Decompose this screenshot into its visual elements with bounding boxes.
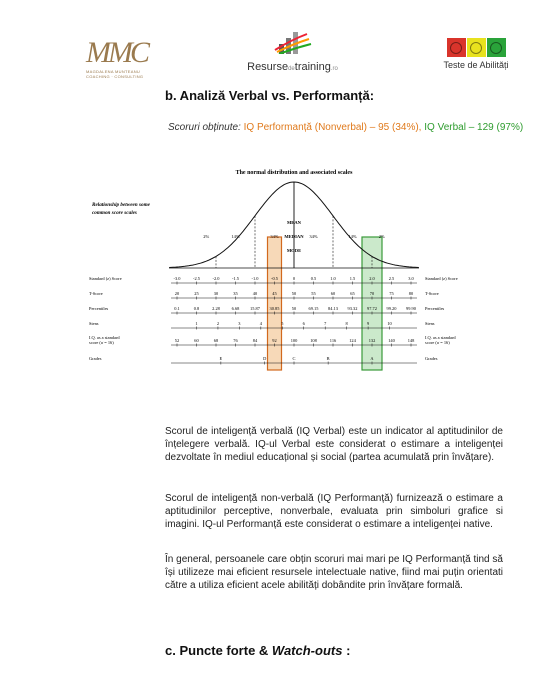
row-value: 0.8 — [193, 306, 200, 311]
normal-distribution-svg — [84, 164, 459, 374]
logo-name-suffix: training — [294, 61, 331, 73]
row-value: 30.85 — [269, 306, 280, 311]
row-value: B — [326, 356, 330, 361]
row-value: E — [219, 356, 223, 361]
row-value: 3.0 — [408, 276, 414, 281]
row-value: 52 — [174, 338, 180, 343]
mmc-logo-tagline: MAGDALENA MUNTEANU COACHING · CONSULTING — [86, 69, 144, 79]
row-value: 0.5 — [310, 276, 317, 281]
row-label: Percentiles — [89, 306, 109, 311]
row-value: 25 — [194, 291, 199, 296]
row-value: 40 — [252, 291, 258, 296]
row-value: 60 — [330, 291, 336, 296]
traffic-light-icons — [441, 38, 511, 57]
row-value: -1.5 — [232, 276, 239, 281]
row-value: 69.15 — [308, 306, 319, 311]
row-value: 148 — [407, 338, 415, 343]
teste-abilitati-label: Teste de Abilități — [443, 60, 509, 70]
row-label: Standard (z) Score — [89, 276, 122, 281]
row-value: C — [292, 356, 296, 361]
row-value: 140 — [388, 338, 395, 343]
row-value: 92 — [272, 338, 277, 343]
row-label: T-Score — [89, 291, 103, 296]
row-value: 35 — [233, 291, 238, 296]
figure-title: The normal distribution and associated scales — [235, 170, 353, 176]
row-value: 99.20 — [386, 306, 397, 311]
row-label: Stens — [89, 321, 99, 326]
rating-dot-icon — [447, 38, 466, 57]
row-right-label: I.Q. as a standard score (σ = 16) — [425, 335, 456, 345]
percent-label: 34% — [270, 234, 279, 239]
center-label-mode: MODE — [286, 248, 302, 253]
figure-side-note-1: Relationship between some — [92, 202, 150, 208]
row-value: 93.32 — [347, 306, 358, 311]
figure-side-note-2: common score scales — [92, 210, 137, 216]
row-value: -0.5 — [271, 276, 278, 281]
row-value: 99.90 — [406, 306, 416, 311]
row-value: 10 — [387, 321, 392, 326]
section-c-title — [165, 643, 350, 658]
performance-highlight-box — [268, 237, 282, 370]
row-value: -2.5 — [193, 276, 200, 281]
mmc-logo-mark: MMC — [86, 36, 147, 69]
row-value: 2.0 — [369, 276, 375, 281]
row-value: 30 — [213, 291, 219, 296]
row-value: D — [263, 356, 267, 361]
row-value: 50 — [291, 306, 297, 311]
section-b-title: b. Analiză Verbal vs. Performanță: — [165, 88, 375, 103]
row-value: 7 — [324, 321, 327, 326]
resurse-training-logo — [245, 30, 340, 75]
row-value: 1.5 — [349, 276, 356, 281]
dot-ring-icon — [450, 42, 462, 54]
row-value: 2.5 — [388, 276, 395, 281]
row-right-label: Percentiles — [425, 306, 445, 311]
row-value: 9 — [366, 321, 370, 326]
row-value: 3 — [238, 321, 241, 326]
row-value: 75 — [389, 291, 394, 296]
section-c-title-italic: Watch-outs — [271, 643, 343, 658]
logo-name-prefix: Resurse — [247, 61, 289, 73]
center-label-mean: MEAN — [286, 220, 302, 225]
row-value: 6.68 — [231, 306, 240, 311]
row-value: 76 — [233, 338, 238, 343]
rating-dot-icon — [487, 38, 506, 57]
percent-label: 2% — [378, 234, 385, 239]
row-value: 124 — [349, 338, 356, 343]
logo-tld: .ro — [330, 66, 338, 72]
row-value: 20 — [174, 291, 180, 296]
row-value: 97.72 — [367, 306, 377, 311]
row-label: I.Q. as a standard score (σ = 16) — [89, 335, 120, 345]
percent-label: 14% — [231, 234, 240, 239]
row-value: -3.0 — [173, 276, 181, 281]
row-value: 68 — [213, 338, 219, 343]
row-value: 60 — [194, 338, 199, 343]
row-value: 0 — [292, 276, 296, 281]
row-right-label: Stens — [425, 321, 435, 326]
row-value: 15.87 — [250, 306, 260, 311]
row-right-label: T-Score — [425, 291, 439, 296]
row-value: 5 — [281, 321, 284, 326]
row-value: 50 — [291, 291, 297, 296]
row-value: 4 — [259, 321, 262, 326]
row-value: 108 — [310, 338, 317, 343]
dot-ring-icon — [490, 42, 502, 54]
row-value: 84 — [252, 338, 258, 343]
row-value: 2.28 — [212, 306, 220, 311]
scores-line — [168, 122, 523, 133]
row-value: 70 — [369, 291, 375, 296]
row-value: -2.0 — [212, 276, 220, 281]
row-value: 84.13 — [328, 306, 338, 311]
normal-distribution-figure — [84, 164, 459, 374]
row-value: 1.0 — [330, 276, 336, 281]
scores-label: Scoruri obținute: — [168, 122, 241, 133]
rating-dot-icon — [467, 38, 486, 57]
row-value: 116 — [329, 338, 337, 343]
logo-name-small: de — [288, 66, 295, 72]
paragraph-nonverbal-iq: Scorul de inteligență non-verbală (IQ Performanță) furnizează o estimare a aptitudinilor perceptive, nonverbale, evaluata prin simboluri grafice si imagini. IQ-ul Performanță este considerat o estimare a inteligenței native. — [165, 493, 503, 530]
row-right-label: Grades — [425, 356, 438, 361]
score-performance: IQ Performanță (Nonverbal) – 95 (34%), — [243, 122, 422, 133]
percent-label: 14% — [348, 234, 357, 239]
row-value: 0.1 — [174, 306, 180, 311]
row-value: 100 — [290, 338, 298, 343]
row-value: A — [370, 356, 374, 361]
row-value: 45 — [272, 291, 277, 296]
teste-abilitati-logo — [441, 38, 511, 70]
bar-chart-logo-icon — [273, 30, 313, 54]
row-value: 6 — [302, 321, 305, 326]
row-value: 65 — [350, 291, 355, 296]
center-label-median: MEDIAN — [284, 234, 304, 239]
row-value: 55 — [311, 291, 316, 296]
row-value: 1 — [195, 321, 198, 326]
dot-ring-icon — [470, 42, 482, 54]
row-label: Grades — [89, 356, 102, 361]
percent-label: 2% — [203, 234, 210, 239]
paragraph-verbal-iq: Scorul de inteligență verbală (IQ Verbal) este un indicator al aptitudinilor de înțelegere verbală. IQ-ul Verbal este considerat o estimare a inteligenței dezvoltate în mediul educațional și social (partea acumulată prin învățare). — [165, 426, 503, 463]
row-value: 132 — [368, 338, 376, 343]
row-value: -1.0 — [251, 276, 259, 281]
score-verbal: IQ Verbal – 129 (97%) — [424, 122, 524, 133]
row-value: 80 — [408, 291, 414, 296]
row-value: 2 — [216, 321, 220, 326]
section-c-title-prefix: c. Puncte forte & — [165, 643, 272, 658]
mmc-logo — [86, 38, 156, 78]
row-value: 8 — [345, 321, 348, 326]
percent-label: 34% — [309, 234, 318, 239]
row-right-label: Standard (z) Score — [425, 276, 458, 281]
paragraph-general: În general, persoanele care obțin scoruri mai mari pe IQ Performanță tind să își utilizeze mai eficient resursele intelectuale native, fiind mai puțin orientati către a utiliza eficient acele abilități dobândite prin învățare formală. — [165, 554, 503, 591]
section-c-title-suffix: : — [342, 643, 351, 658]
